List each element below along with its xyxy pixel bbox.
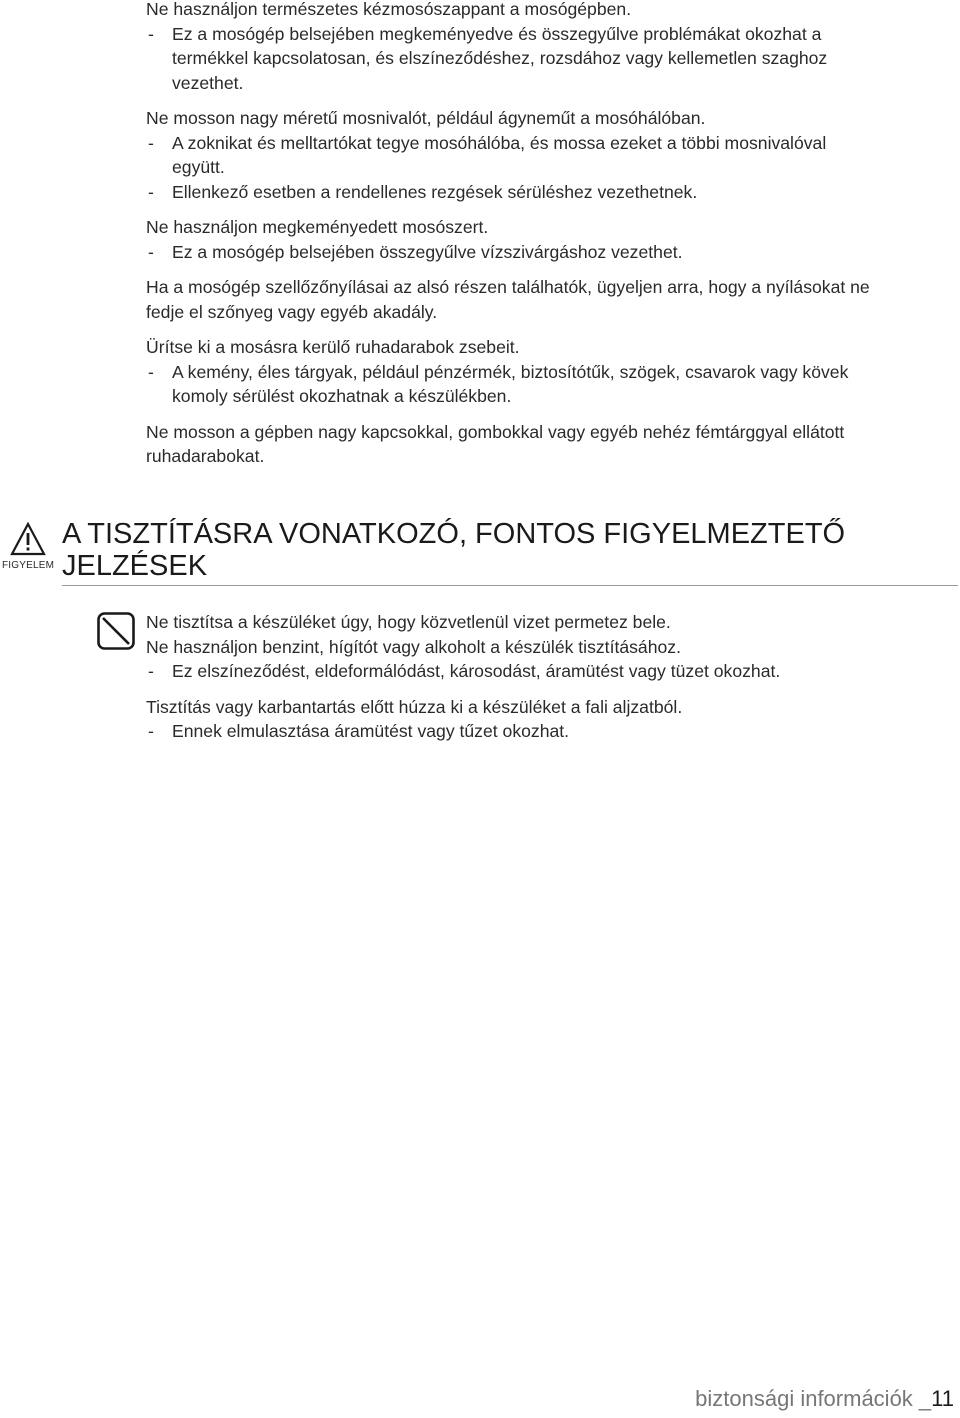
body-text: Ne mosson nagy méretű mosnivalót, például ágyneműt a mosóhálóban. <box>146 108 706 128</box>
paragraph-gap <box>146 264 958 275</box>
body-text: fedje el szőnyeg vagy egyéb akadály. <box>146 301 438 322</box>
bullet-item: - Ez a mosógép belsejében összegyűlve vízszivárgáshoz vezethet. <box>146 240 958 265</box>
bullet-item: - A kemény, éles tárgyak, például pénzérmék, biztosítótűk, szögek, csavarok vagy kövek <box>146 360 958 385</box>
paragraph-gap <box>146 409 958 420</box>
section-heading <box>62 518 845 582</box>
bullet-item: - Ez a mosógép belsejében megkeményedve és összegyűlve problémákat okozhat a <box>146 22 958 47</box>
heading-line-1: A TISZTÍTÁSRA VONATKOZÓ, FONTOS FIGYELMEZTETŐ <box>62 518 846 550</box>
bullet-item: - Ellenkező esetben a rendellenes rezgések sérüléshez vezethetnek. <box>146 180 958 205</box>
body-text: Ha a mosógép szellőzőnyílásai az alsó részen találhatók, ügyeljen arra, hogy a nyílásokat ne <box>146 277 870 297</box>
body-text: Ne használjon megkeményedett mosószert. <box>146 217 489 237</box>
heading-divider <box>62 585 958 586</box>
page-number: 11 <box>931 1386 954 1411</box>
warning-triangle-icon <box>10 522 46 556</box>
body-text: Tisztítás vagy karbantartás előtt húzza ki a készüléket a fali aljzatból. <box>146 696 683 717</box>
paragraph-gap <box>146 95 958 106</box>
bullet-item: - Ez elszíneződést, eldeformálódást, károsodást, áramütést vagy tüzet okozhat. <box>146 659 958 684</box>
body-text: Ne tisztítsa a készüléket úgy, hogy közvetlenül vizet permetez bele. <box>146 612 671 632</box>
bullet-continuation: vezethet. <box>172 72 244 93</box>
body-text: Ürítse ki a mosásra kerülő ruhadarabok zsebeit. <box>146 337 520 357</box>
page-footer <box>695 1386 954 1412</box>
bullet-continuation: együtt. <box>172 157 225 177</box>
prohibition-icon <box>97 612 135 650</box>
body-text: Ne használjon természetes kézmosószappant a mosógépben. <box>146 0 632 19</box>
body-text: Ne mosson a gépben nagy kapcsokkal, gombokkal vagy egyéb nehéz fémtárggyal ellátott <box>146 421 845 442</box>
section-general-warnings <box>146 0 958 469</box>
body-text: Ne használjon benzint, hígítót vagy alkoholt a készülék tisztításához. <box>146 636 681 657</box>
warning-label: FIGYELEM <box>2 560 55 571</box>
paragraph-gap <box>146 204 958 215</box>
heading-line-2: JELZÉSEK <box>62 550 208 582</box>
footer-label: biztonsági információk _ <box>695 1386 932 1411</box>
section-cleaning-warnings <box>146 610 958 744</box>
bullet-item: - Ennek elmulasztása áramütést vagy tűzet okozhat. <box>146 719 958 744</box>
paragraph-gap <box>146 324 958 335</box>
bullet-item: - A zoknikat és melltartókat tegye mosóhálóba, és mossa ezeket a többi mosnivalóval <box>146 131 958 156</box>
paragraph-gap <box>146 684 958 695</box>
bullet-continuation: termékkel kapcsolatosan, és elszíneződéshez, rozsdához vagy kellemetlen szaghoz <box>172 48 828 68</box>
bullet-continuation: komoly sérülést okozhatnak a készülékben. <box>172 386 512 406</box>
body-text: ruhadarabokat. <box>146 446 265 466</box>
